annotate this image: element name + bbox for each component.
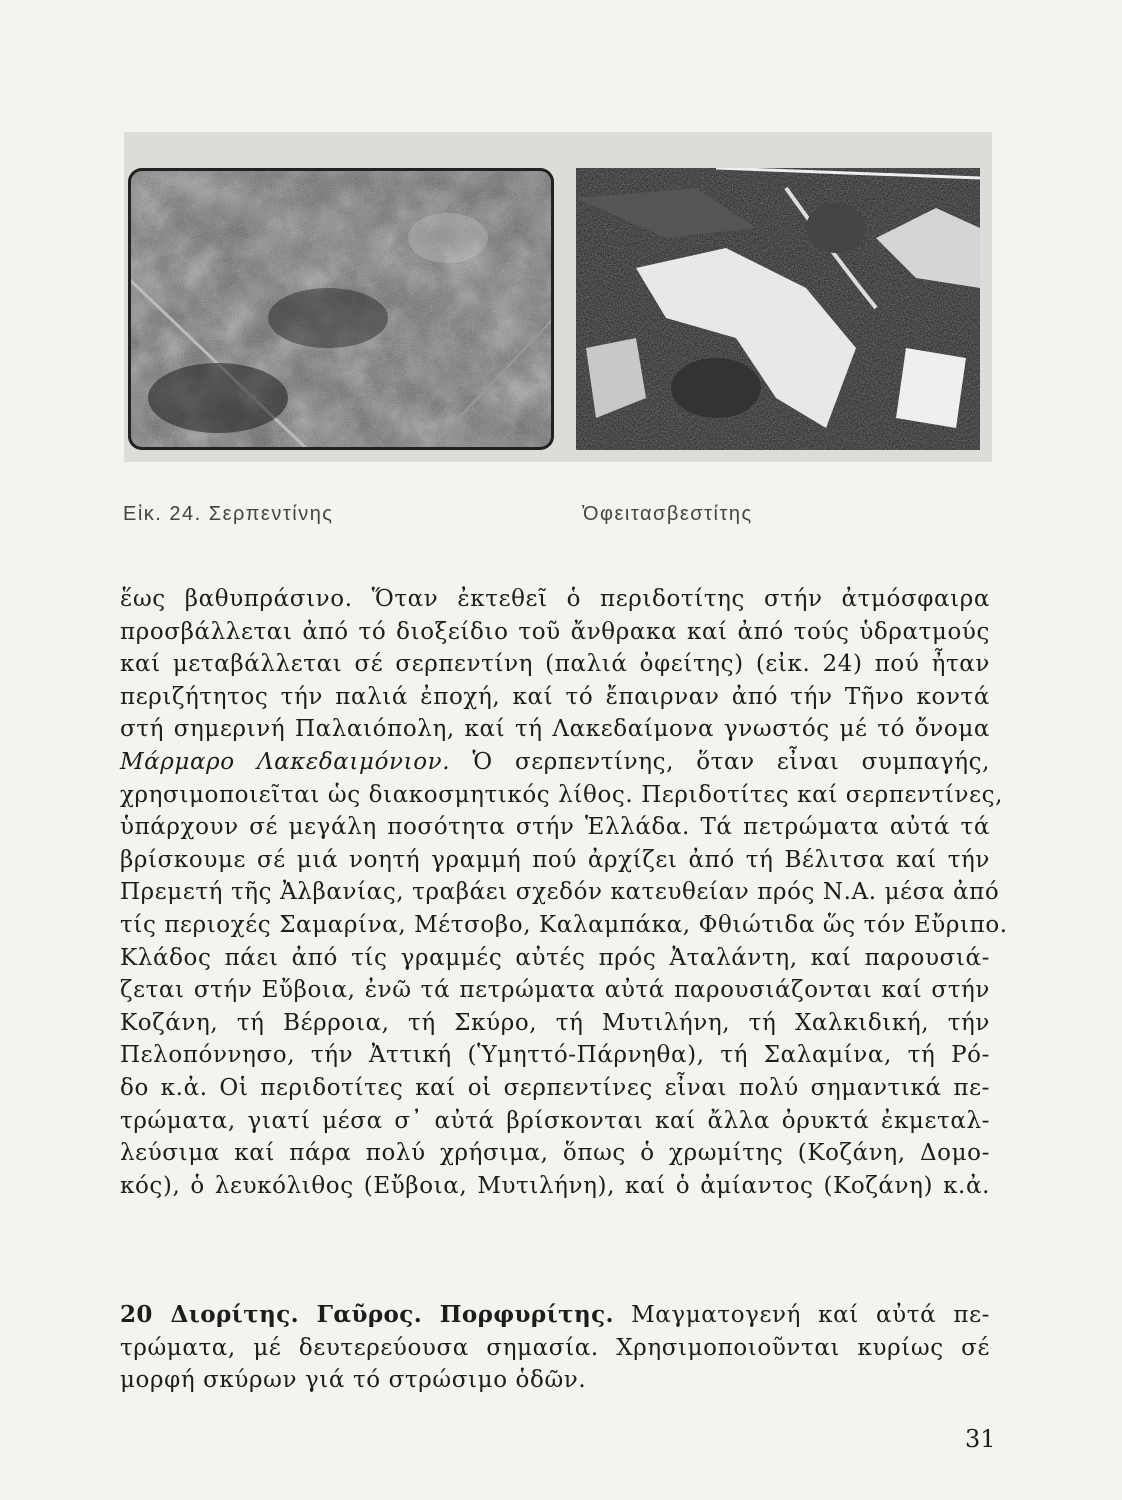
serpentine-photo [128,168,554,450]
section-20 [120,1299,990,1397]
text-line: Μάρμαρο Λακεδαιμόνιον. Ὁ σερπεντίνης, ὅταν εἶναι συμπαγής, [120,748,990,775]
text-line: ἕως βαθυπράσινο. Ὅταν ἐκτεθεῖ ὁ περιδοτίτης στήν ἀτμόσφαιρα [120,586,990,612]
text-line: τρώματα, γιατί μέσα σ᾽ αὐτά βρίσκονται καί ἄλλα ὀρυκτά ἐκμεταλ- [120,1107,990,1134]
page-number: 31 [965,1425,996,1453]
text-line: Πρεμετή τῆς Ἀλβανίας, τραβάει σχεδόν κατευθείαν πρός Ν.Α. μέσα ἀπό [120,879,1000,906]
text-line: Κοζάνη, τή Βέρροια, τή Σκύρο, τή Μυτιλήνη, τή Χαλκιδική, τήν [120,1009,990,1036]
paragraph-serpentine [120,583,1008,1202]
ophicalcite-photo [576,168,980,450]
text-line: βρίσκουμε σέ μιά νοητή γραμμή πού ἀρχίζει ἀπό τή Βέλιτσα καί τήν [120,846,990,873]
text-line: Κλάδος πάει ἀπό τίς γραμμές αὐτές πρός Ἀταλάντη, καί παρουσιά- [120,944,990,971]
text-line: ζεται στήν Εὔβοια, ἐνῶ τά πετρώματα αὐτά παρουσιάζονται καί στήν [120,977,990,1004]
text-line: ὑπάρχουν σέ μεγάλη ποσότητα στήν Ἑλλάδα. Τά πετρώματα αὐτά τά [120,814,990,841]
text-line: Πελοπόννησο, τήν Ἀττική (Ὑμηττό-Πάρνηθα), τή Σαλαμίνα, τή Ρό- [120,1042,990,1069]
text-line: λεύσιμα καί πάρα πολύ χρήσιμα, ὅπως ὁ χρωμίτης (Κοζάνη, Δομο- [120,1140,990,1167]
text-line: προσβάλλεται ἀπό τό διοξείδιο τοῦ ἄνθρακα καί ἀπό τούς ὑδρατμούς [120,618,990,645]
text-line: καί μεταβάλλεται σέ σερπεντίνη (παλιά ὀφείτης) (εἰκ. 24) πού ἦταν [120,651,990,678]
caption-ophicalcite: Ὀφειτασβεστίτης [582,503,753,525]
text-line: περιζήτητος τήν παλιά ἐποχή, καί τό ἔπαιρναν ἀπό τήν Τῆνο κοντά [120,683,990,710]
text-line: μορφή σκύρων γιά τό στρώσιμο ὁδῶν. [120,1367,587,1394]
text-line: κός), ὁ λευκόλιθος (Εὔβοια, Μυτιλήνη), καί ὁ ἀμίαντος (Κοζάνη) κ.ἀ. [120,1172,990,1199]
text-line: δο κ.ἀ. Οἱ περιδοτίτες καί οἱ σερπεντίνες εἶναι πολύ σημαντικά πε- [120,1074,990,1101]
text-line: χρησιμοποιεῖται ὡς διακοσμητικός λίθος. Περιδοτίτες καί σερπεντίνες, [120,781,1003,808]
text-line: τίς περιοχές Σαμαρίνα, Μέτσοβο, Καλαμπάκα, Φθιώτιδα ὥς τόν Εὔριπο. [120,911,1008,938]
figure-24 [124,132,992,462]
text-line: τρώματα, μέ δευτερεύουσα σημασία. Χρησιμοποιοῦνται κυρίως σέ [120,1334,990,1361]
caption-serpentine: Εἰκ. 24. Σερπεντίνης [123,503,334,525]
section-heading: 20 Διορίτης. Γαῦρος. Πορφυρίτης. [120,1301,614,1328]
marble-name: Μάρμαρο Λακεδαιμόνιον. [120,748,451,775]
text-line: στή σημερινή Παλαιόπολη, καί τή Λακεδαίμονα γνωστός μέ τό ὄνομα [120,716,990,743]
text-line: 20 Διορίτης. Γαῦρος. Πορφυρίτης. Μαγματογενή καί αὐτά πε- [120,1301,990,1328]
